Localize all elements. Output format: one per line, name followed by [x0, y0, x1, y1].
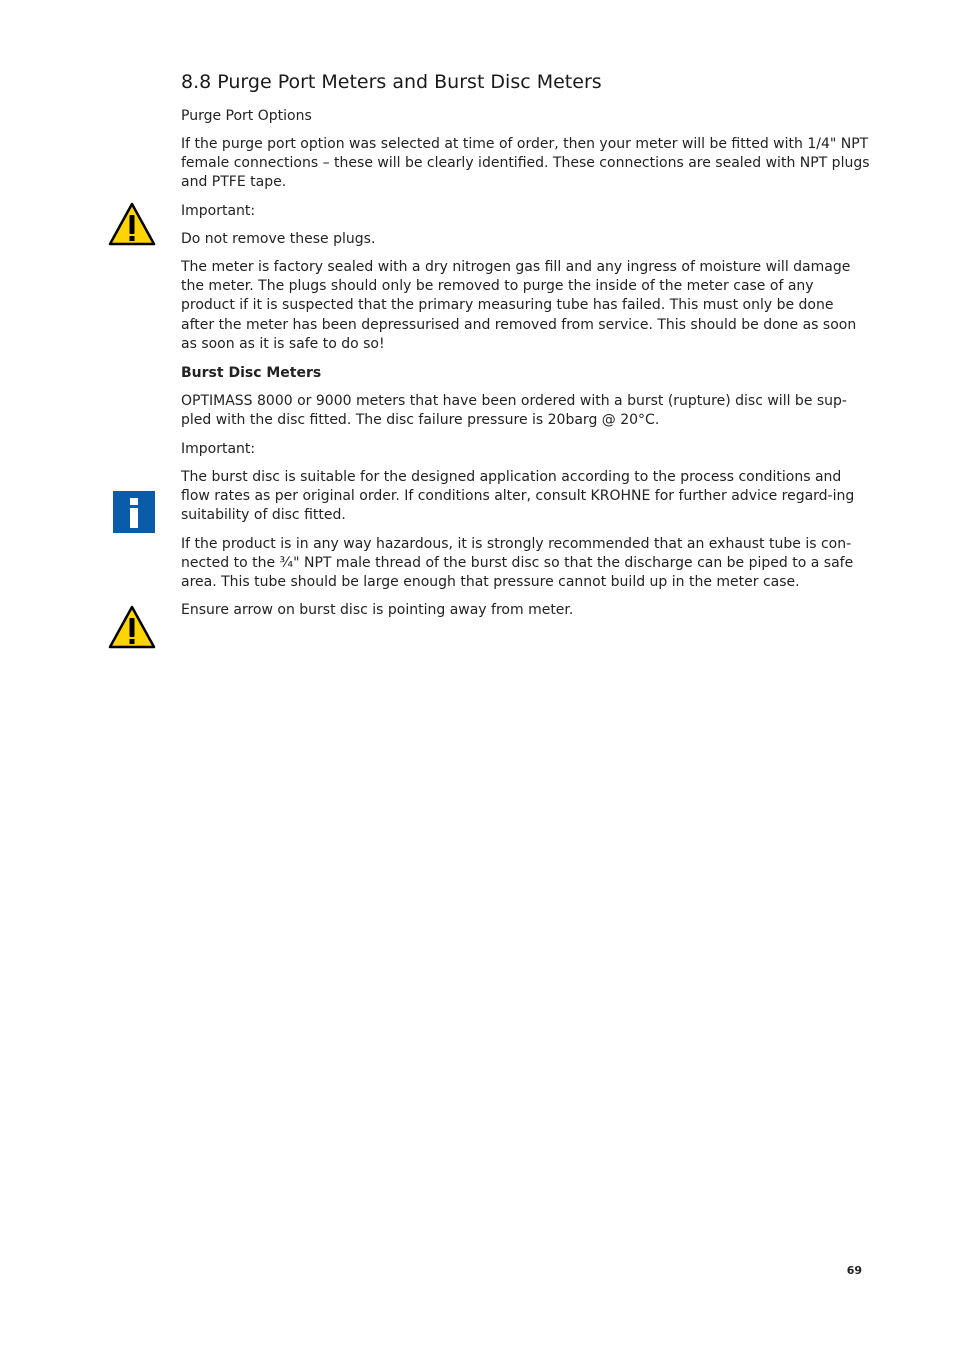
- purge-warning: Do not remove these plugs.: [181, 231, 376, 247]
- burst-info: The burst disc is suitable for the designed application according to the process conditions and flow rates as per original order. If conditions alter, consult KROHNE for further advice regard-ing suitability of disc fitted.: [181, 469, 855, 524]
- burst-hazard: If the product is in any way hazardous, it is strongly recommended that an exhaust tube is con-nected to the ¾" NPT male thread of the burst disc so that the discharge can be piped to a safe area. This tube should be large enough that pressure cannot build up in the meter case.: [181, 536, 854, 591]
- section-title: 8.8 Purge Port Meters and Burst Disc Meters: [181, 71, 602, 93]
- purge-subtitle: Purge Port Options: [181, 108, 312, 124]
- burst-subtitle: Burst Disc Meters: [181, 365, 322, 381]
- purge-important-label: Important:: [181, 203, 256, 219]
- burst-intro: OPTIMASS 8000 or 9000 meters that have been ordered with a burst (rupture) disc will be sup-pled with the disc fitted. The disc failure pressure is 20barg @ 20°C.: [181, 393, 847, 429]
- purge-detail: The meter is factory sealed with a dry nitrogen gas fill and any ingress of moisture will damage the meter. The plugs should only be removed to purge the inside of the meter case of any product if it is suspected that the primary measuring tube has failed. This must only be done after the meter has been depressurised and removed from service. This should be done as soon as soon as it is safe to do so!: [181, 259, 857, 352]
- purge-intro: If the purge port option was selected at time of order, then your meter will be fitted with 1/4" NPT female connections – these will be clearly identified. These connections are sealed with NPT plugs and PTFE tape.: [181, 136, 870, 191]
- page-number: 69: [846, 1264, 862, 1277]
- info-icon: [113, 491, 155, 533]
- warning-triangle-icon: [108, 605, 156, 649]
- warning-triangle-icon: [108, 202, 156, 246]
- burst-important-label: Important:: [181, 441, 256, 457]
- burst-arrow-note: Ensure arrow on burst disc is pointing away from meter.: [181, 602, 574, 618]
